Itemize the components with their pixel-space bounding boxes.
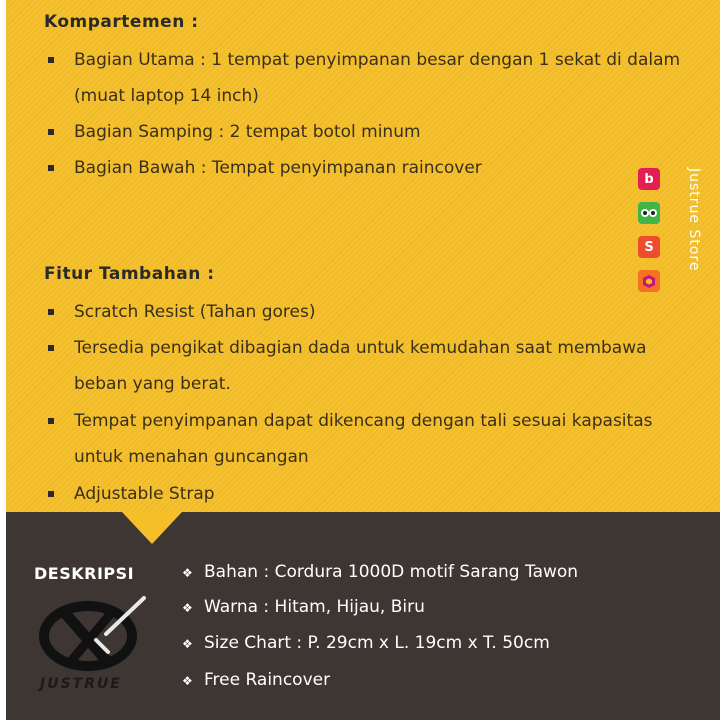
bullet-icon	[48, 57, 54, 63]
notch-decoration	[122, 512, 182, 544]
list-item-text-cont: (muat laptop 14 inch)	[74, 86, 259, 106]
list-item-text-cont: beban yang berat.	[74, 374, 231, 394]
bullet-icon	[48, 129, 54, 135]
bullet-icon	[48, 418, 54, 424]
list-item-text: Tersedia pengikat dibagian dada untuk kemudahan saat membawa	[74, 338, 647, 358]
list-item	[44, 403, 704, 475]
description-item-text: Size Chart : P. 29cm x L. 19cm x T. 50cm	[204, 633, 550, 653]
description-item	[182, 597, 425, 617]
bullet-icon	[48, 345, 54, 351]
description-item-text: Free Raincover	[204, 670, 331, 690]
list-item-text: Adjustable Strap	[74, 484, 215, 504]
list-item-text-cont: untuk menahan guncangan	[74, 447, 309, 467]
fitur-title: Fitur Tambahan :	[44, 264, 215, 284]
bukalapak-icon: b	[638, 168, 660, 190]
store-badges	[636, 166, 702, 296]
list-item-text: Bagian Samping : 2 tempat botol minum	[74, 122, 421, 142]
list-item-text: Tempat penyimpanan dapat dikencang dengan tali sesuai kapasitas	[74, 411, 653, 431]
description-item	[182, 562, 578, 582]
kompartemen-title: Kompartemen :	[44, 12, 199, 32]
tokopedia-icon	[638, 202, 660, 224]
diamond-bullet-icon: ❖	[182, 637, 193, 651]
list-item	[44, 330, 704, 402]
list-item	[44, 150, 704, 186]
lazada-icon	[638, 270, 660, 292]
list-item	[44, 476, 704, 512]
bullet-icon	[48, 491, 54, 497]
diamond-bullet-icon: ❖	[182, 674, 193, 688]
list-item-text: Bagian Utama : 1 tempat penyimpanan besar dengan 1 sekat di dalam	[74, 50, 681, 70]
store-name: Justrue Store	[686, 168, 702, 272]
diamond-bullet-icon: ❖	[182, 566, 193, 580]
list-item	[44, 294, 704, 330]
description-item-text: Bahan : Cordura 1000D motif Sarang Tawon	[204, 562, 579, 582]
diamond-bullet-icon: ❖	[182, 601, 193, 615]
list-item	[44, 42, 704, 114]
shopee-icon: S	[638, 236, 660, 258]
description-item	[182, 633, 550, 653]
deskripsi-label: DESKRIPSI	[34, 564, 135, 583]
description-item-text: Warna : Hitam, Hijau, Biru	[204, 597, 425, 617]
description-item	[182, 670, 330, 690]
product-info-card	[6, 0, 720, 720]
bullet-icon	[48, 165, 54, 171]
list-item-text: Scratch Resist (Tahan gores)	[74, 302, 316, 322]
bullet-icon	[48, 309, 54, 315]
brand-name: JUSTRUE	[40, 676, 122, 692]
list-item-text: Bagian Bawah : Tempat penyimpanan raincover	[74, 158, 482, 178]
list-item	[44, 114, 704, 150]
